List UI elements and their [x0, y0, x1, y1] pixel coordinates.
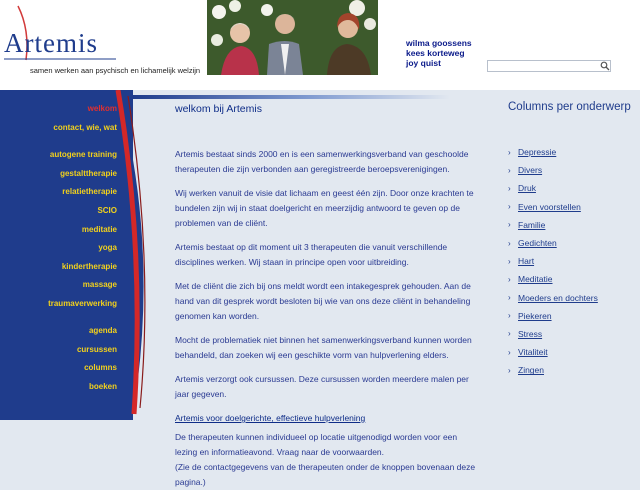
- chevron-right-icon: ›: [508, 238, 511, 248]
- column-item[interactable]: [508, 270, 598, 288]
- column-link[interactable]: Piekeren: [518, 310, 552, 321]
- column-item[interactable]: [508, 216, 598, 234]
- nav-item-massage[interactable]: massage: [82, 280, 117, 289]
- team-photo-image: [207, 0, 378, 75]
- column-link[interactable]: Divers: [518, 165, 543, 176]
- column-link[interactable]: Gedichten: [518, 238, 557, 249]
- nav-item-relatietherapie[interactable]: relatietherapie: [62, 187, 117, 196]
- main-content: [175, 103, 480, 490]
- chevron-right-icon: ›: [508, 220, 511, 230]
- column-link[interactable]: Zingen: [518, 365, 544, 376]
- column-link[interactable]: Moeders en dochters: [518, 292, 598, 303]
- section-subheading[interactable]: Artemis voor doelgerichte, effectieve hulpverlening: [175, 413, 366, 423]
- column-link[interactable]: Vitaliteit: [518, 347, 548, 358]
- column-link[interactable]: Stress: [518, 328, 543, 339]
- nav-item-yoga[interactable]: yoga: [98, 243, 117, 252]
- referral-paragraph: Mocht de problematiek niet binnen het samenwerkingsverband kunnen worden behandeld, dan zoeken wij een geschikte vorm van hulpverlening elders.: [175, 335, 472, 360]
- column-link[interactable]: Meditatie: [518, 274, 553, 285]
- nav-item-gestalttherapie[interactable]: gestalttherapie: [60, 169, 117, 178]
- nav-item-meditatie[interactable]: meditatie: [81, 225, 117, 234]
- team-paragraph: Artemis bestaat op dit moment uit 3 therapeuten die vanuit verschillende disciplines werken. Wij staan in principe open voor uitbreiding.: [175, 242, 448, 267]
- column-item[interactable]: [508, 361, 598, 379]
- column-item[interactable]: [508, 143, 598, 161]
- page-header: [0, 0, 640, 90]
- columns-list: [508, 143, 598, 379]
- chevron-right-icon: ›: [508, 202, 511, 212]
- chevron-right-icon: ›: [508, 256, 511, 266]
- nav-item-scio[interactable]: SCIO: [97, 206, 117, 215]
- tagline: samen werken aan psychisch en lichamelijk welzijn: [30, 66, 201, 75]
- logo[interactable]: Artemis: [4, 28, 98, 58]
- courses-paragraph: Artemis verzorgt ook cursussen. Deze cursussen worden meerdere malen per jaar gegeven.: [175, 374, 469, 399]
- chevron-right-icon: ›: [508, 147, 511, 157]
- nav-item-autogene-training[interactable]: autogene training: [49, 150, 117, 159]
- therapist-name[interactable]: kees korteweg: [406, 48, 465, 58]
- lecture-paragraph: [175, 430, 480, 490]
- page-title: welkom bij Artemis: [175, 103, 262, 115]
- column-link[interactable]: Hart: [518, 256, 535, 267]
- columns-title: Columns per onderwerp: [508, 101, 631, 113]
- header-gradient-bar: [133, 95, 450, 99]
- column-link[interactable]: Druk: [518, 183, 536, 194]
- nav-item-traumaverwerking[interactable]: traumaverwerking: [48, 299, 117, 308]
- therapist-name[interactable]: joy quist: [406, 58, 441, 68]
- column-link[interactable]: Even voorstellen: [518, 201, 581, 212]
- chevron-right-icon: ›: [508, 329, 511, 339]
- logo-underline: [4, 58, 116, 60]
- chevron-right-icon: ›: [508, 347, 511, 357]
- nav-item-columns[interactable]: columns: [84, 363, 117, 372]
- column-item[interactable]: [508, 198, 598, 216]
- lecture-text: De therapeuten kunnen individueel op locatie uitgenodigd worden voor een lezing en informatieavond. Vraag naar de voorwaarden.: [175, 432, 458, 457]
- column-item[interactable]: [508, 289, 598, 307]
- nav-item-agenda[interactable]: agenda: [88, 326, 117, 335]
- therapist-name[interactable]: wilma goossens: [406, 38, 472, 48]
- column-item[interactable]: [508, 234, 598, 252]
- chevron-right-icon: ›: [508, 293, 511, 303]
- chevron-right-icon: ›: [508, 165, 511, 175]
- team-photo: [207, 0, 378, 75]
- column-item[interactable]: [508, 252, 598, 270]
- nav-item-welkom[interactable]: welkom: [87, 104, 117, 113]
- column-item[interactable]: [508, 161, 598, 179]
- chevron-right-icon: ›: [508, 274, 511, 284]
- therapist-names: [406, 38, 472, 68]
- column-link[interactable]: Depressie: [518, 147, 557, 158]
- column-item[interactable]: [508, 343, 598, 361]
- nav-item-cursussen[interactable]: cursussen: [76, 345, 117, 354]
- search-input[interactable]: [487, 60, 611, 72]
- chevron-right-icon: ›: [508, 311, 511, 321]
- intro-paragraph: Artemis bestaat sinds 2000 en is een samenwerkingsverband van geschoolde therapeuten die zijn verbonden aan geregistreerde beroepsverenigingen.: [175, 149, 469, 174]
- column-item[interactable]: [508, 325, 598, 343]
- chevron-right-icon: ›: [508, 183, 511, 193]
- nav-item-contact[interactable]: contact, wie, wat: [53, 123, 117, 132]
- contact-note: (Zie de contactgegevens van de therapeuten onder de knoppen bovenaan deze pagina.): [175, 462, 476, 487]
- nav-item-boeken[interactable]: boeken: [88, 382, 117, 391]
- intake-paragraph: Met de cliënt die zich bij ons meldt wordt een intakegesprek gehouden. Aan de hand van dit gesprek wordt besloten bij wie van ons deze cliënt in behandeling genomen kan worden.: [175, 281, 471, 321]
- vision-paragraph: Wij werken vanuit de visie dat lichaam en geest één zijn. Door onze krachten te bundelen zijn wij in staat doelgericht en meerzijdig antwoord te geven op de problemen van de cliënt.: [175, 188, 474, 228]
- column-link[interactable]: Familie: [518, 219, 546, 230]
- nav-item-kindertherapie[interactable]: kindertherapie: [61, 262, 117, 271]
- column-item[interactable]: [508, 307, 598, 325]
- magnifier-icon[interactable]: [600, 61, 610, 71]
- chevron-right-icon: ›: [508, 365, 511, 375]
- column-item[interactable]: [508, 179, 598, 197]
- sidebar-menu: [0, 90, 117, 414]
